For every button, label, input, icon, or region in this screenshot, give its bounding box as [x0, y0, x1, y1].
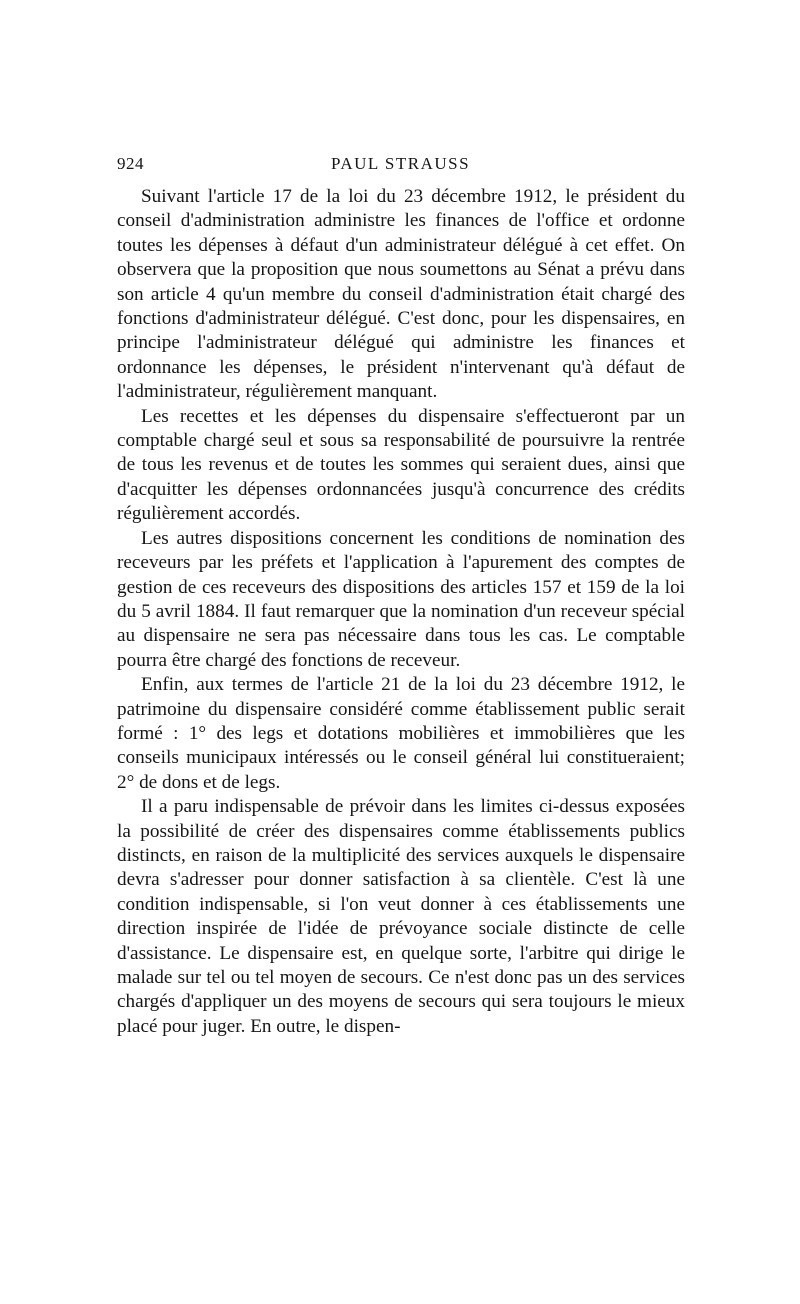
running-head: PAUL STRAUSS	[330, 154, 471, 173]
paragraph: Les autres dispositions concernent les conditions de nomination des receveurs par les préfets et l'application à l'apurement des comptes de gestion de ces receveurs des dispositions des articles 157 et 159 de la loi du 5 avril 1884. Il faut remarquer que la nomination d'un receveur spécial au dispensaire ne sera pas nécessaire dans tous les cas. Le comptable pourra être chargé des fonctions de receveur.	[117, 527, 685, 671]
body-text	[117, 185, 685, 1039]
paragraph: Suivant l'article 17 de la loi du 23 décembre 1912, le président du conseil d'administration administre les finances de l'office et ordonne toutes les dépenses à défaut d'un administrateur délégué à cet effet. On observera que la proposition que nous soumettons au Sénat a prévu dans son article 4 qu'un membre du conseil d'administration était chargé des fonctions d'administrateur délégué. C'est donc, pour les dispensaires, en principe l'administrateur délégué qui administre les finances et ordonnance les dépenses, le président n'intervenant qu'à défaut de l'administrateur, régulièrement manquant.	[117, 186, 685, 403]
page-number: 924	[117, 154, 144, 173]
paragraph: Enfin, aux termes de l'article 21 de la loi du 23 décembre 1912, le patrimoine du dispensaire considéré comme établissement public serait formé : 1° des legs et dotations mobilières et immobilières que les conseils municipaux intéressés ou le conseil général lui constitueraient; 2° de dons et de legs.	[117, 674, 685, 793]
page-header	[117, 152, 684, 176]
paragraph: Les recettes et les dépenses du dispensaire s'effectueront par un comptable chargé seul et sous sa responsabilité de poursuivre la rentrée de tous les revenus et de toutes les sommes qui seraient dues, ainsi que d'acquitter les dépenses ordonnancées jusqu'à concurrence des crédits régulièrement accordés.	[117, 405, 685, 525]
paragraph: Il a paru indispensable de prévoir dans les limites ci-dessus exposées la possibilité de créer des dispensaires comme établissements publics distincts, en raison de la multiplicité des services auxquels le dispensaire devra s'adresser pour donner satisfaction à sa clientèle. C'est là une condition indispensable, si l'on veut donner à ces établissements une direction inspirée de l'idée de prévoyance sociale distincte de celle d'assistance. Le dispensaire est, en quelque sorte, l'arbitre qui dirige le malade sur tel ou tel moyen de secours. Ce n'est donc pas un des services chargés d'appliquer un des moyens de secours qui sera toujours le mieux placé pour juger. En outre, le dispen-	[117, 796, 685, 1037]
